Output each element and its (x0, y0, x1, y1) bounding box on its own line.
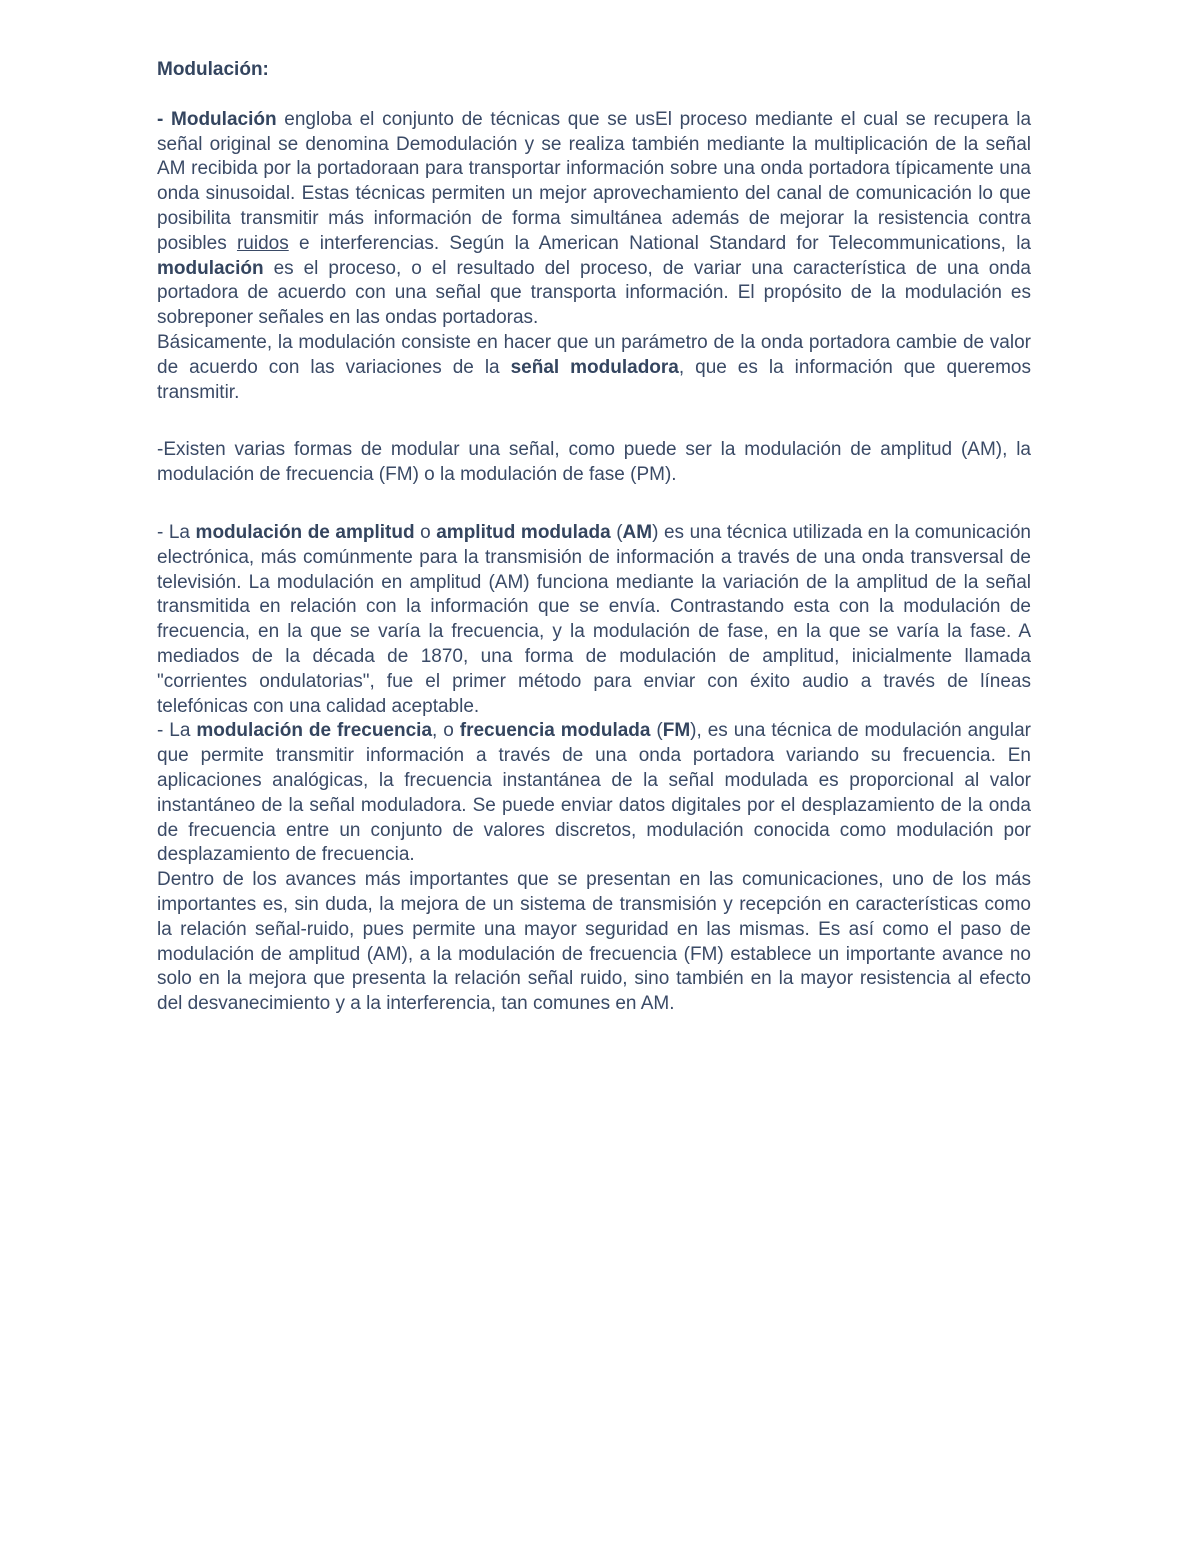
paragraph-modulacion-basica (157, 331, 1031, 405)
paragraph-frecuencia-modulada (157, 719, 1031, 868)
text-segment: e interferencias. Según la American National Standard for Telecommunications, la (288, 232, 1031, 254)
text-segment: ( (610, 521, 623, 543)
text-segment: ) es una técnica utilizada en la comunicación electrónica, más comúnmente para la transmisión de información a través de una onda transversal de televisión. La modulación en amplitud (AM) funciona mediante la variación de la amplitud de la señal transmitida en relación con la información que se envía. Contrastando esta con la modulación de frecuencia, en la que se varía la frecuencia, y la modulación de fase, en la que se varía la fase. A mediados de la década de 1870, una forma de modulación de amplitud, inicialmente llamada "corrientes ondulatorias", fue el primer método para enviar con éxito audio a través de líneas telefónicas con una calidad aceptable. (157, 521, 1031, 717)
bold-term: modulación de frecuencia (196, 720, 433, 742)
paragraph-avances (157, 868, 1031, 1017)
bold-term: modulación de amplitud (195, 521, 415, 543)
document-page (157, 58, 1031, 1017)
bold-term: - Modulación (157, 108, 277, 130)
text-segment: Básicamente, la modulación consiste en hacer que un parámetro de la onda portadora cambie de valor de acuerdo con las variaciones de la (157, 331, 1031, 378)
paragraph-gap (157, 488, 1031, 521)
document-title: Modulación: (157, 59, 269, 80)
paragraph-amplitud-modulada (157, 521, 1031, 719)
bold-term: AM (622, 521, 653, 543)
bold-term: modulación (157, 257, 264, 279)
bold-term: frecuencia modulada (459, 720, 651, 742)
bold-term: FM (662, 720, 691, 742)
text-segment: engloba el conjunto de técnicas que se usEl proceso mediante el cual se recupera la señal original se denomina Demodulación y se realiza también mediante la multiplicación de la señal AM recibida por la portadoraan para transportar información sobre una onda portadora típicamente una onda sinusoidal. Estas técnicas permiten un mejor aprovechamiento del canal de comunicación lo que posibilita transmitir más información de forma simultánea además de mejorar la resistencia contra posibles (157, 108, 1032, 254)
text-segment: , que es la información que queremos transmitir. (157, 356, 1031, 403)
text-segment: es el proceso, o el resultado del proceso, de variar una característica de una onda portadora de acuerdo con una señal que transporta información. El propósito de la modulación es sobreponer señales en las ondas portadoras. (157, 257, 1031, 329)
paragraph-modulacion-intro (157, 108, 1031, 331)
bold-term: señal moduladora (510, 356, 679, 378)
text-segment: - La (157, 521, 196, 543)
text-segment: , o (432, 720, 460, 742)
paragraph-gap (157, 405, 1031, 438)
text-segment: ( (650, 720, 663, 742)
text-segment: ), es una técnica de modulación angular que permite transmitir información a través de una onda portadora variando su frecuencia. En aplicaciones analógicas, la frecuencia instantánea de la señal modulada es proporcional al valor instantáneo de la señal moduladora. Se puede enviar datos digitales por el desplazamiento de la onda de frecuencia entre un conjunto de valores discretos, modulación conocida como modulación por desplazamiento de frecuencia. (157, 720, 1032, 866)
paragraph-formas-modular (157, 438, 1031, 488)
text-segment: - La (157, 720, 197, 742)
text-segment: o (414, 521, 437, 543)
link-ruidos[interactable]: ruidos (236, 232, 289, 254)
text-segment: Dentro de los avances más importantes que se presentan en las comunicaciones, uno de los más importantes es, sin duda, la mejora de un sistema de transmisión y recepción en características como la relación señal-ruido, pues permite una mayor seguridad en las mismas. Es así como el paso de modulación de amplitud (AM), a la modulación de frecuencia (FM) establece un importante avance no solo en la mejora que presenta la relación señal ruido, sino también en la mayor resistencia al efecto del desvanecimiento y a la interferencia, tan comunes en AM. (157, 869, 1031, 1015)
text-segment: -Existen varias formas de modular una señal, como puede ser la modulación de amplitud (AM), la modulación de frecuencia (FM) o la modulación de fase (PM). (157, 439, 1031, 486)
bold-term: amplitud modulada (436, 521, 611, 543)
